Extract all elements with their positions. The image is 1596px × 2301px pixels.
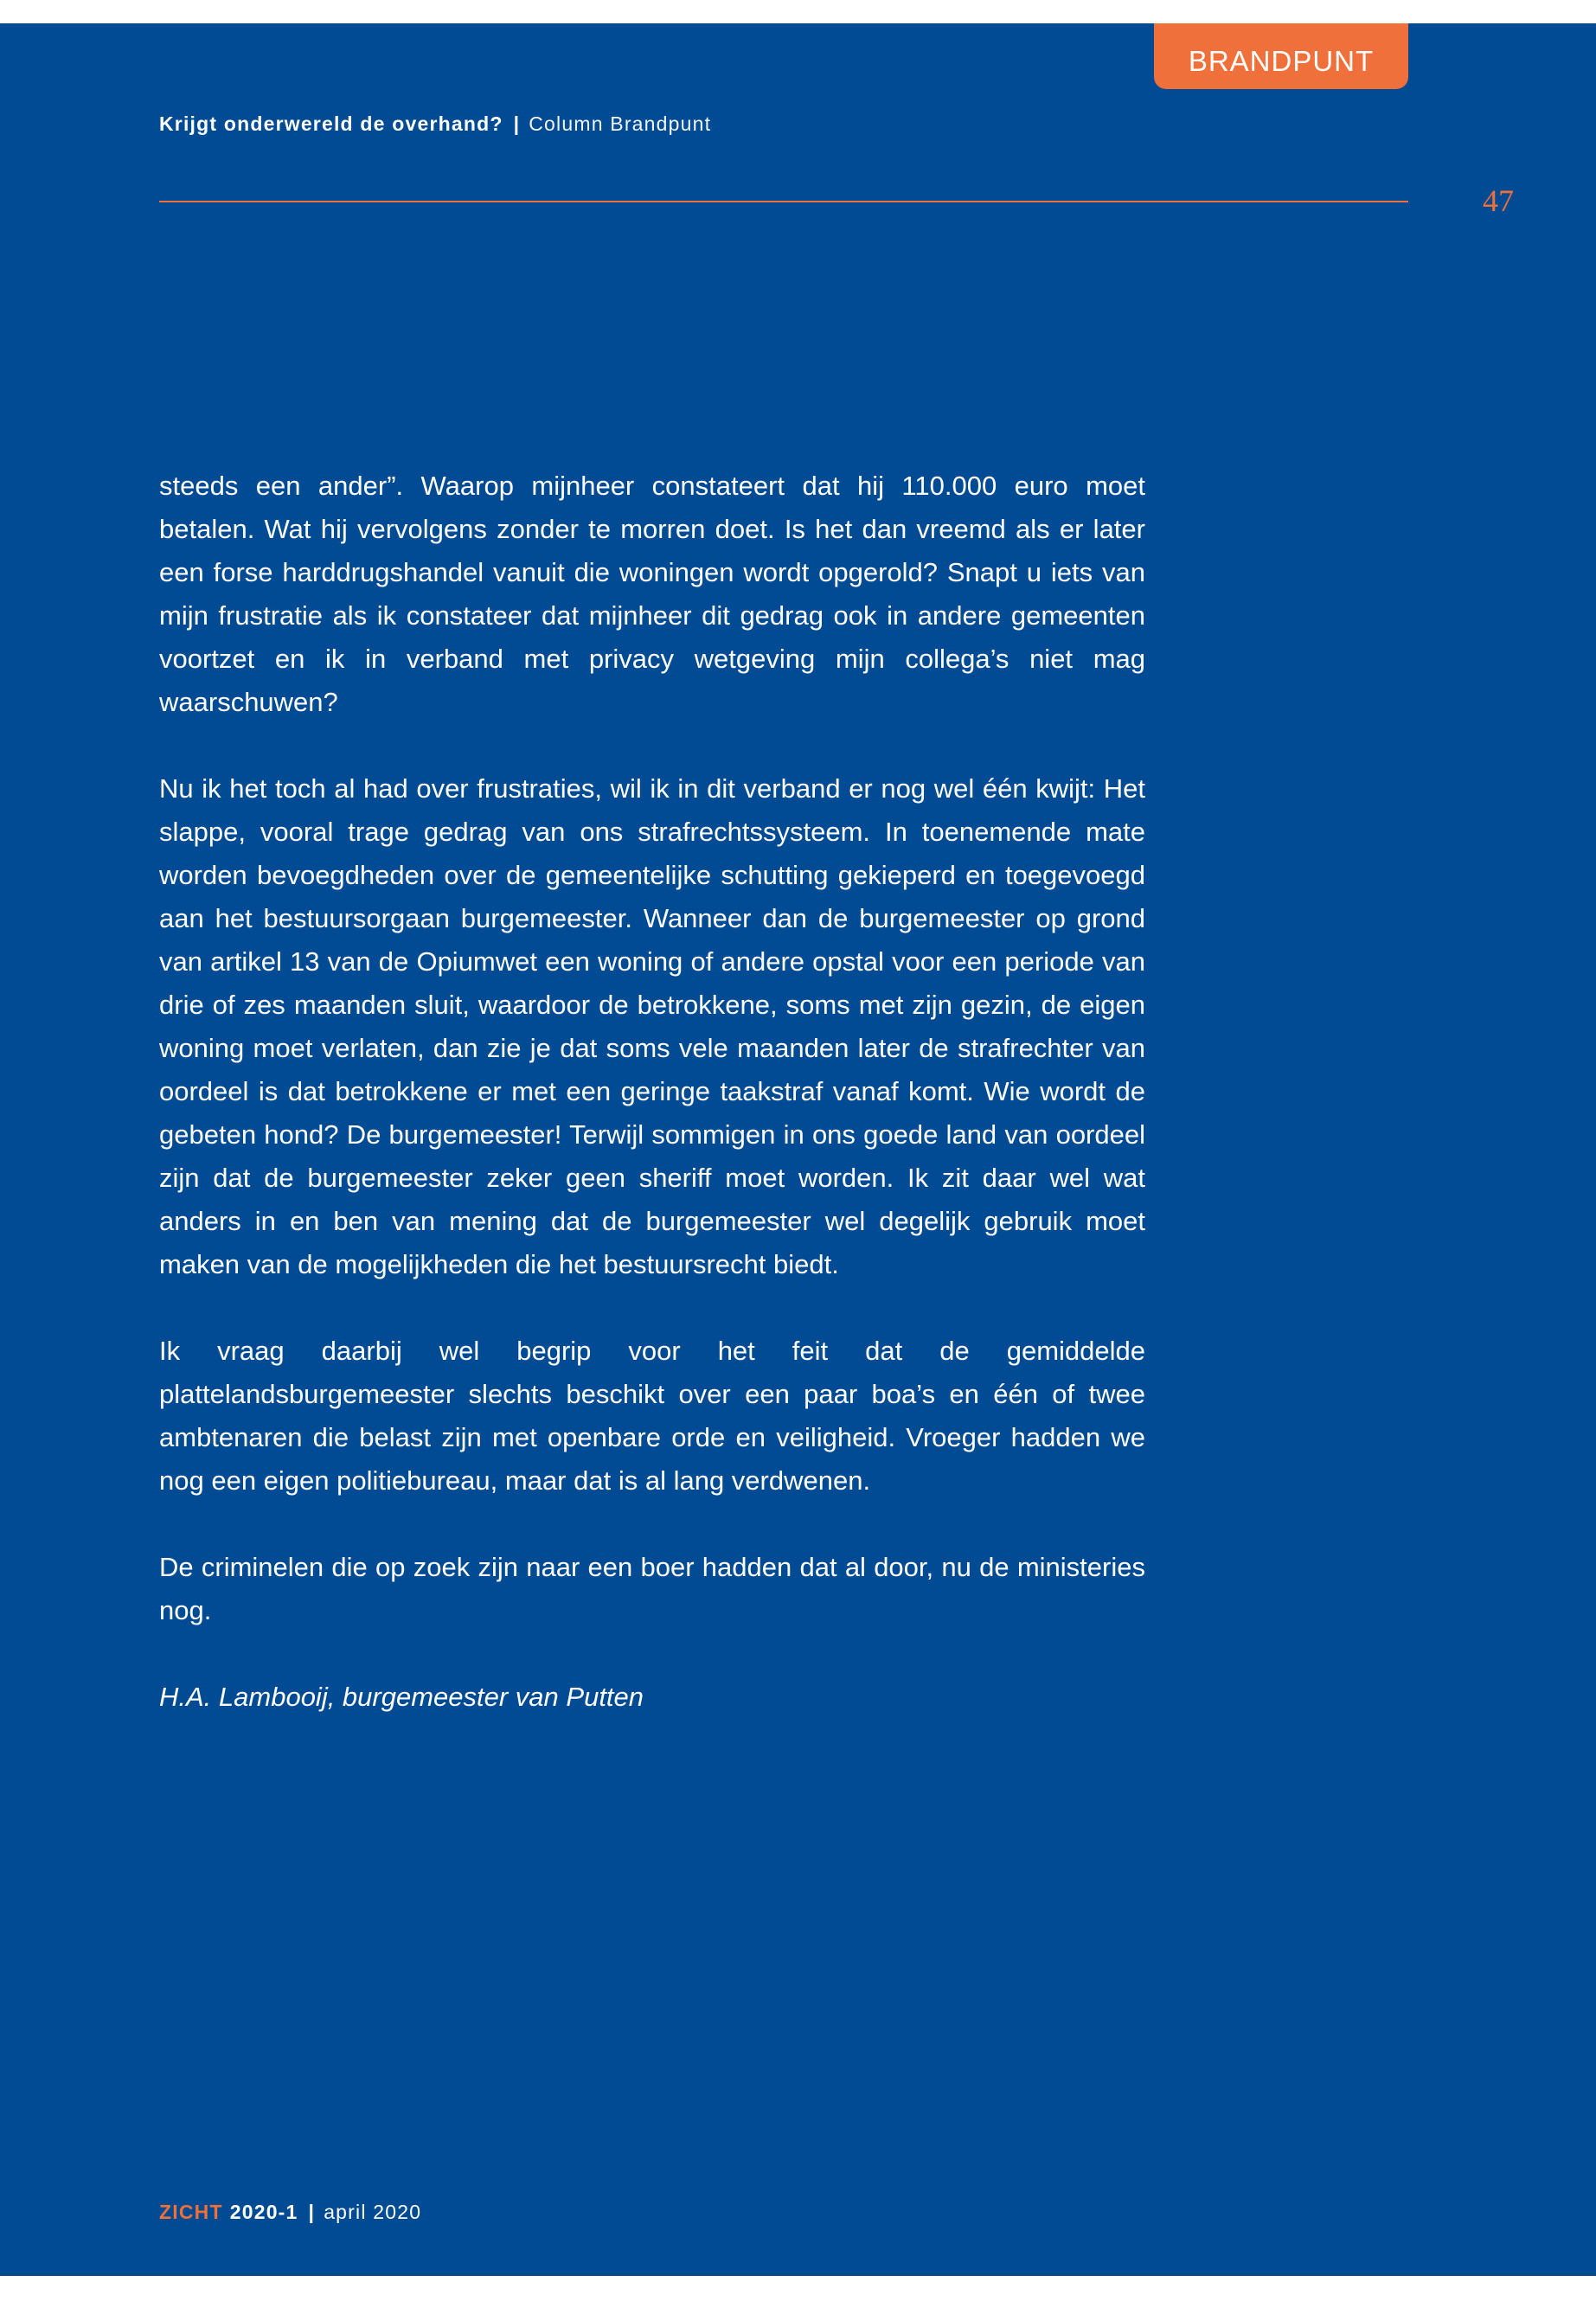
header-rule bbox=[159, 201, 1408, 202]
article-title: Krijgt onderwereld de overhand? bbox=[159, 112, 503, 135]
author-signature: H.A. Lambooij, burgemeester van Putten bbox=[159, 1682, 644, 1712]
article-body bbox=[159, 465, 1145, 1719]
paragraph: steeds een ander”. Waarop mijnheer constateert dat hij 110.000 euro moet betalen. Wat hij vervolgens zonder te morren doet. Is het dan vreemd als er later een forse harddrugshandel vanuit die woningen wordt opgerold? Snapt u iets van mijn frustratie als ik constateer dat mijnheer dit gedrag ook in andere gemeenten voortzet en ik in verband met privacy wetgeving mijn collega’s niet mag waarschuwen? bbox=[159, 471, 1145, 717]
magazine-name: ZICHT bbox=[159, 2201, 223, 2223]
section-tab: BRANDPUNT bbox=[1154, 23, 1408, 89]
running-head bbox=[159, 112, 711, 136]
running-head-separator: | bbox=[513, 112, 521, 135]
page bbox=[0, 23, 1596, 2276]
paragraph: De criminelen die op zoek zijn naar een boer hadden dat al door, nu de ministeries nog. bbox=[159, 1552, 1145, 1625]
issue-date: april 2020 bbox=[324, 2201, 422, 2223]
paragraph: Nu ik het toch al had over frustraties, wil ik in dit verband er nog wel één kwijt: Het slappe, vooral trage gedrag van ons strafrechtssysteem. In toenemende mate worden bevoegdheden over de gemeentelijke schutting gekieperd en toegevoegd aan het bestuursorgaan burgemeester. Wanneer dan de burgemeester op grond van artikel 13 van de Opiumwet een woning of andere opstal voor een periode van drie of zes maanden sluit, waardoor de betrokkene, soms met zijn gezin, de eigen woning moet verlaten, dan zie je dat soms vele maanden later de strafrechter van oordeel is dat betrokkene er met een geringe taakstraf vanaf komt. Wie wordt de gebeten hond? De burgemeester! Terwijl sommigen in ons goede land van oordeel zijn dat de burgemeester zeker geen sheriff moet worden. Ik zit daar wel wat anders in en ben van mening dat de burgemeester wel degelijk gebruik moet maken van de mogelijkheden die het bestuursrecht biedt. bbox=[159, 773, 1145, 1279]
page-number: 47 bbox=[1483, 183, 1514, 218]
issue-number: 2020-1 bbox=[229, 2201, 298, 2223]
footer bbox=[159, 2201, 421, 2224]
paragraph: Ik vraag daarbij wel begrip voor het feit dat de gemiddelde plattelandsburgemeester slechts beschikt over een paar boa’s en één of twee ambtenaren die belast zijn met openbare orde en veiligheid. Vroeger hadden we nog een eigen politiebureau, maar dat is al lang verdwenen. bbox=[159, 1336, 1145, 1496]
column-label: Column Brandpunt bbox=[529, 112, 712, 135]
footer-separator: | bbox=[308, 2201, 316, 2223]
